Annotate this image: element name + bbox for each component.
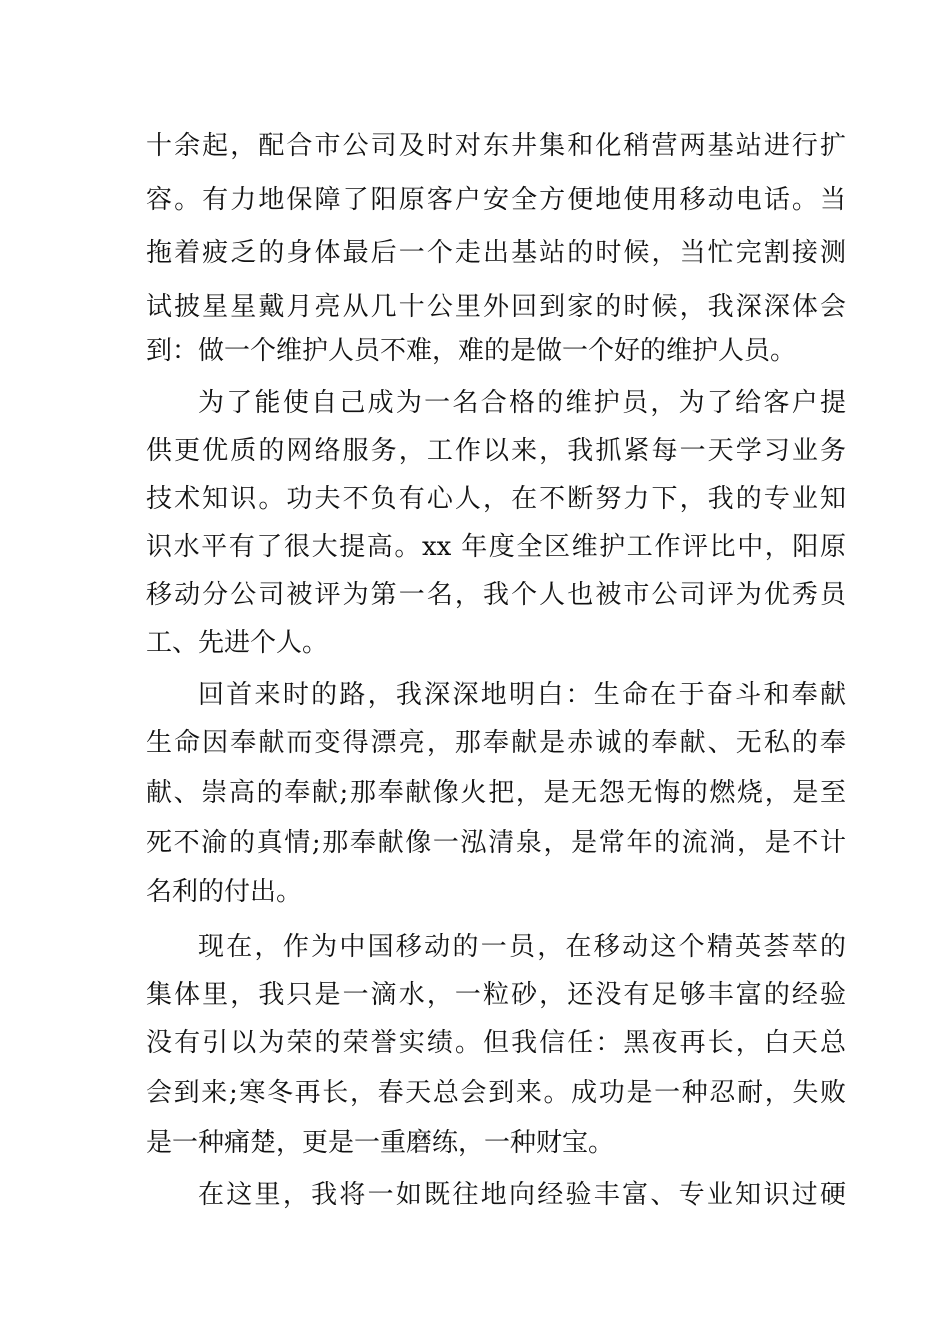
paragraph-first-line: 为了能使自己成为一名合格的维护员，为了给客户提 <box>198 388 846 418</box>
text-line: 拖着疲乏的身体最后一个走出基站的时候，当忙完割接测 <box>146 238 846 268</box>
text-line: 移动分公司被评为第一名，我个人也被市公司评为优秀员 <box>146 580 846 610</box>
text-line: 是一种痛楚，更是一重磨练，一种财宝。 <box>146 1128 615 1158</box>
text-line: 会到来;寒冬再长，春天总会到来。成功是一种忍耐，失败 <box>146 1078 846 1108</box>
text-line: 工、先进个人。 <box>146 628 329 658</box>
text-line: 死不渝的真情;那奉献像一泓清泉，是常年的流淌，是不计 <box>146 828 846 858</box>
text-line: 集体里，我只是一滴水，一粒砂，还没有足够丰富的经验 <box>146 980 846 1010</box>
text-line: 试披星星戴月亮从几十公里外回到家的时候，我深深体会 <box>146 292 846 322</box>
text-line: 没有引以为荣的荣誉实绩。但我信任：黑夜再长，白天总 <box>146 1028 846 1058</box>
paragraph-first-line: 在这里，我将一如既往地向经验丰富、专业知识过硬 <box>198 1180 846 1210</box>
paragraph-first-line: 现在，作为中国移动的一员，在移动这个精英荟萃的 <box>198 932 846 962</box>
text-line: 识水平有了很大提高。xx 年度全区维护工作评比中，阳原 <box>146 532 846 562</box>
paragraph-first-line: 回首来时的路，我深深地明白：生命在于奋斗和奉献 <box>198 680 846 710</box>
text-line: 供更优质的网络服务，工作以来，我抓紧每一天学习业务 <box>146 436 846 466</box>
text-line: 容。有力地保障了阳原客户安全方便地使用移动电话。当 <box>146 185 846 215</box>
text-line: 名利的付出。 <box>146 877 303 907</box>
text-line: 技术知识。功夫不负有心人，在不断努力下，我的专业知 <box>146 484 846 514</box>
text-line: 献、崇高的奉献;那奉献像火把，是无怨无悔的燃烧，是至 <box>146 778 846 808</box>
text-line: 到：做一个维护人员不难，难的是做一个好的维护人员。 <box>146 336 797 366</box>
text-line: 生命因奉献而变得漂亮，那奉献是赤诚的奉献、无私的奉 <box>146 728 846 758</box>
text-line: 十余起，配合市公司及时对东井集和化稍营两基站进行扩 <box>146 131 846 161</box>
